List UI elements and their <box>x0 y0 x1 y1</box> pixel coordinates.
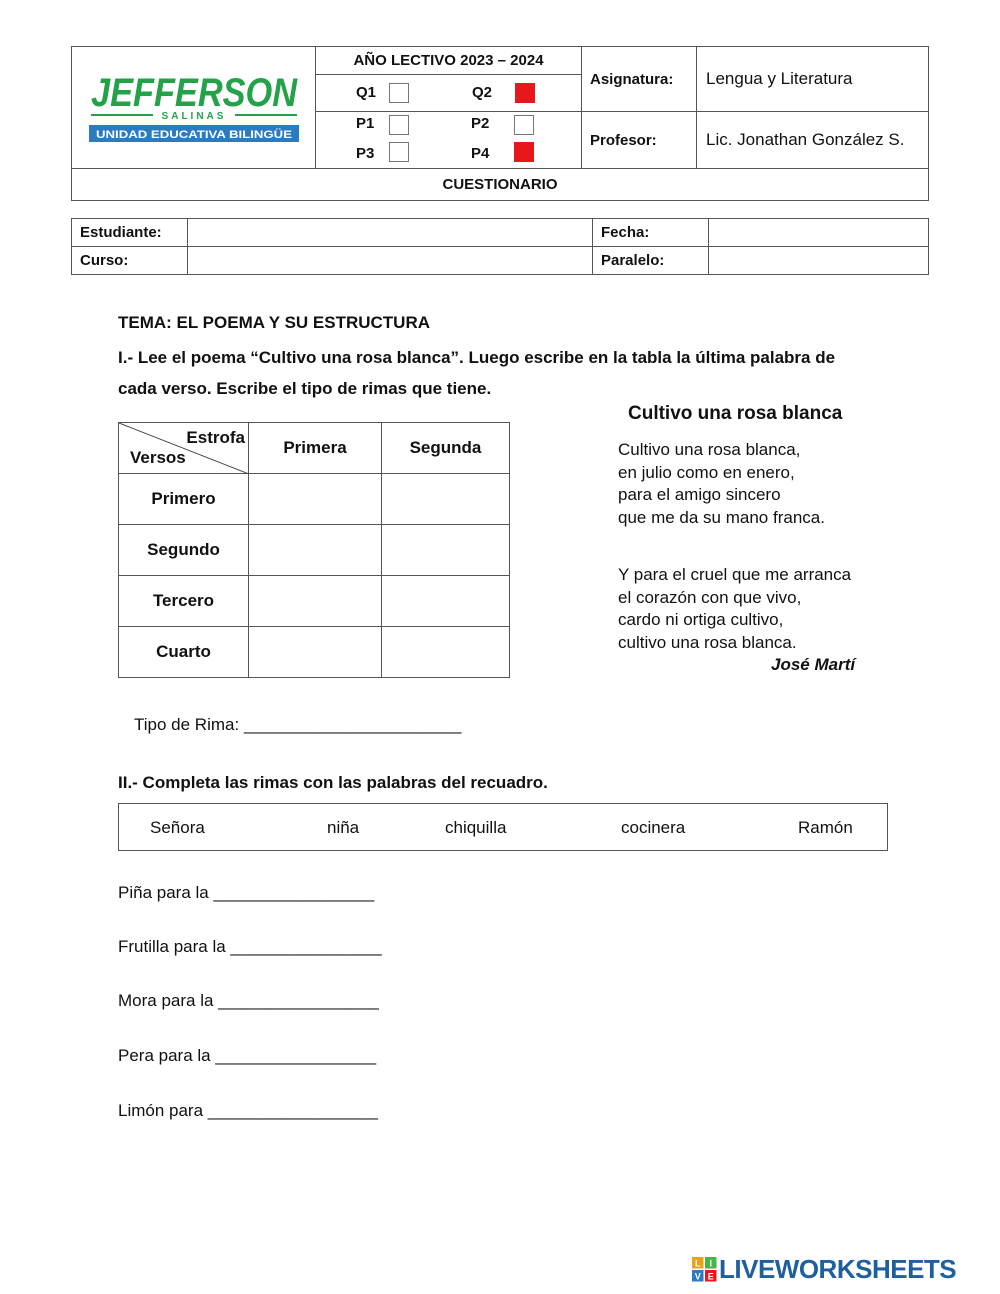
poem-verse: el corazón con que vivo, <box>618 587 802 607</box>
section1-instruction-line2: cada verso. Escribe el tipo de rimas que tiene. <box>118 379 492 398</box>
poem-title: Cultivo una rosa blanca <box>628 403 843 424</box>
logo-letter: L <box>694 1258 701 1268</box>
course-label: Curso: <box>72 247 188 275</box>
rhyme-fill-3[interactable]: Mora para la _________________ <box>118 991 379 1010</box>
student-label: Estudiante: <box>72 219 188 247</box>
verse-table-corner <box>119 423 249 474</box>
p1-label: P1 <box>356 115 375 132</box>
partial-grid <box>316 112 581 168</box>
p3-checkbox[interactable] <box>389 142 409 162</box>
liveworksheets-icon <box>692 1257 717 1282</box>
word-bank-item: chiquilla <box>445 818 507 837</box>
student-info-table <box>71 218 929 275</box>
header-table <box>71 46 929 201</box>
answer-cell[interactable] <box>382 627 510 678</box>
document-type: CUESTIONARIO <box>72 169 929 201</box>
answer-cell[interactable] <box>249 627 382 678</box>
word-bank-item: niña <box>327 818 360 837</box>
poem-verse: Y para el cruel que me arranca <box>618 565 852 584</box>
school-year: AÑO LECTIVO 2023 – 2024 <box>316 47 581 75</box>
subject-value: Lengua y Literatura <box>697 47 929 112</box>
parallel-label: Paralelo: <box>593 247 709 275</box>
word-bank-item: Señora <box>150 818 205 837</box>
poem-author: José Martí <box>771 655 856 674</box>
p2-checkbox[interactable] <box>514 115 534 135</box>
course-input[interactable] <box>188 247 593 275</box>
q1-checkbox[interactable] <box>389 83 409 103</box>
column-header-second: Segunda <box>382 423 510 474</box>
q2-label: Q2 <box>472 84 493 101</box>
section1-instruction-line1: I.- Lee el poema “Cultivo una rosa blanca”. Luego escribe en la tabla la última palabra de <box>118 348 836 367</box>
section2-instruction: II.- Completa las rimas con las palabras del recuadro. <box>118 773 548 792</box>
p3-label: P3 <box>356 145 375 162</box>
answer-cell[interactable] <box>249 525 382 576</box>
answer-cell[interactable] <box>249 576 382 627</box>
answer-cell[interactable] <box>382 576 510 627</box>
logo-title: JEFFERSON <box>90 70 298 115</box>
poem-stanza-2 <box>618 564 851 654</box>
rhyme-fill-2[interactable]: Frutilla para la ________________ <box>118 937 382 956</box>
column-header-first: Primera <box>249 423 382 474</box>
p4-checkbox[interactable] <box>514 142 534 162</box>
liveworksheets-brand: LIVEWORKSHEETS <box>719 1253 957 1284</box>
rhyme-fill-5[interactable]: Limón para __________________ <box>118 1101 378 1120</box>
corner-stanza-label: Estrofa <box>186 428 245 447</box>
rhyme-fill-4[interactable]: Pera para la _________________ <box>118 1046 377 1065</box>
logo-banner: UNIDAD EDUCATIVA BILINGÜE <box>95 128 260 141</box>
poem-verse: que me da su mano franca. <box>618 507 825 527</box>
p4-label: P4 <box>471 145 490 162</box>
logo-letter: I <box>709 1258 712 1268</box>
theme-title: TEMA: EL POEMA Y SU ESTRUCTURA <box>118 313 431 332</box>
word-bank-item: cocinera <box>621 818 686 837</box>
answer-cell[interactable] <box>249 474 382 525</box>
subject-label: Asignatura: <box>582 47 697 112</box>
answer-cell[interactable] <box>382 474 510 525</box>
date-label: Fecha: <box>593 219 709 247</box>
poem-stanza-1 <box>618 439 825 529</box>
logo-letter: E <box>707 1271 714 1281</box>
poem-verse: Cultivo una rosa blanca, <box>618 440 801 459</box>
poem-verse: cultivo una rosa blanca. <box>618 632 797 652</box>
q2-checkbox[interactable] <box>515 83 535 103</box>
word-bank-item: Ramón <box>798 818 853 837</box>
row-label-second: Segundo <box>119 525 249 576</box>
rhyme-fill-1[interactable]: Piña para la _________________ <box>118 883 375 902</box>
period-cell-top <box>316 47 582 112</box>
p2-label: P2 <box>471 115 490 132</box>
word-bank <box>118 803 888 851</box>
verse-table <box>118 422 510 678</box>
logo-subtitle: SALINAS <box>161 110 226 122</box>
answer-cell[interactable] <box>382 525 510 576</box>
school-logo <box>89 68 299 144</box>
poem-verse: para el amigo sincero <box>618 485 781 504</box>
parallel-input[interactable] <box>709 247 929 275</box>
date-input[interactable] <box>709 219 929 247</box>
row-label-first: Primero <box>119 474 249 525</box>
liveworksheets-logo[interactable] <box>692 1255 956 1283</box>
row-label-third: Tercero <box>119 576 249 627</box>
q1-label: Q1 <box>356 84 377 101</box>
rhyme-type-prompt[interactable]: Tipo de Rima: _______________________ <box>134 715 462 734</box>
student-input[interactable] <box>188 219 593 247</box>
teacher-label: Profesor: <box>582 112 697 169</box>
poem-verse: cardo ni ortiga cultivo, <box>618 610 784 629</box>
corner-verse-label: Versos <box>130 448 186 467</box>
p1-checkbox[interactable] <box>389 115 409 135</box>
quarter-row <box>316 75 581 111</box>
poem-verse: en julio como en enero, <box>618 462 795 482</box>
row-label-fourth: Cuarto <box>119 627 249 678</box>
logo-letter: V <box>694 1271 701 1281</box>
partial-cell <box>316 112 582 169</box>
teacher-value: Lic. Jonathan González S. <box>697 112 929 169</box>
logo-cell <box>72 47 316 169</box>
